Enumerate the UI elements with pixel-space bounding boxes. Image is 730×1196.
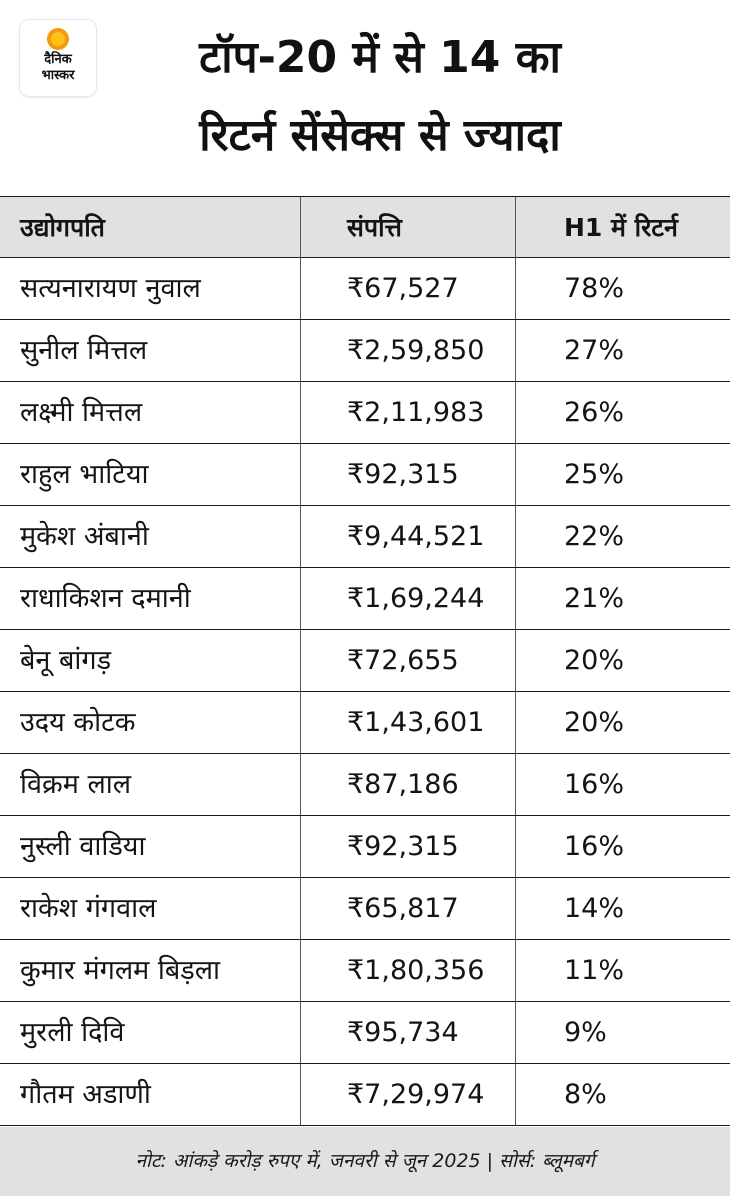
wealth-value: ₹2,11,983 <box>300 382 515 443</box>
industrialist-name: उदय कोटक <box>20 707 136 738</box>
table-row <box>0 444 730 506</box>
wealth-value: ₹92,315 <box>300 816 515 877</box>
h1-return-value: 26% <box>515 382 730 443</box>
h1-return-value: 16% <box>515 754 730 815</box>
industrialist-name: नुस्ली वाडिया <box>20 831 146 862</box>
table-row <box>0 258 730 320</box>
page-title-line1: टॉप-20 में से 14 का <box>199 32 561 83</box>
table-body <box>0 258 730 1126</box>
column-header-wealth: संपत्ति <box>300 197 515 258</box>
header <box>0 0 730 196</box>
h1-return-value: 8% <box>515 1064 730 1125</box>
table-row <box>0 754 730 816</box>
industrialist-name: बेनू बांगड़ <box>20 645 112 676</box>
industrialist-name: राधाकिशन दमानी <box>20 583 191 614</box>
industrialist-name: सुनील मित्तल <box>20 335 148 366</box>
brand-logo <box>20 20 96 96</box>
h1-return-value: 20% <box>515 692 730 753</box>
h1-return-value: 20% <box>515 630 730 691</box>
column-header-industrialist: उद्योगपति <box>20 213 105 242</box>
brand-name-line1: दैनिक <box>44 52 72 67</box>
table-row <box>0 320 730 382</box>
table-row <box>0 878 730 940</box>
h1-return-value: 22% <box>515 506 730 567</box>
industrialist-name: लक्ष्मी मित्तल <box>20 397 143 428</box>
h1-return-value: 16% <box>515 816 730 877</box>
table-row <box>0 382 730 444</box>
table-row <box>0 506 730 568</box>
table-row <box>0 568 730 630</box>
wealth-value: ₹1,69,244 <box>300 568 515 629</box>
industrialist-name: मुरली दिवि <box>20 1017 125 1048</box>
industrialist-name: राहुल भाटिया <box>20 459 149 490</box>
brand-name-line2: भास्कर <box>41 68 75 83</box>
industrialist-name: कुमार मंगलम बिड़ला <box>20 955 221 986</box>
h1-return-value: 14% <box>515 878 730 939</box>
wealth-value: ₹7,29,974 <box>300 1064 515 1125</box>
h1-return-value: 27% <box>515 320 730 381</box>
returns-table <box>0 196 730 1126</box>
wealth-value: ₹87,186 <box>300 754 515 815</box>
industrialist-name: मुकेश अंबानी <box>20 521 149 552</box>
wealth-value: ₹9,44,521 <box>300 506 515 567</box>
h1-return-value: 21% <box>515 568 730 629</box>
table-row <box>0 1064 730 1126</box>
table-row <box>0 630 730 692</box>
wealth-value: ₹92,315 <box>300 444 515 505</box>
industrialist-name: गौतम अडाणी <box>20 1079 151 1110</box>
table-row <box>0 816 730 878</box>
industrialist-name: विक्रम लाल <box>20 769 132 800</box>
footer-note: नोट: आंकड़े करोड़ रुपए में, जनवरी से जून 2025 | सोर्स: ब्लूमबर्ग <box>0 1127 730 1196</box>
h1-return-value: 78% <box>515 258 730 319</box>
industrialist-name: राकेश गंगवाल <box>20 893 157 924</box>
h1-return-value: 9% <box>515 1002 730 1063</box>
column-header-h1-return: H1 में रिटर्न <box>515 197 730 258</box>
wealth-value: ₹2,59,850 <box>300 320 515 381</box>
table-row <box>0 1002 730 1064</box>
wealth-value: ₹1,80,356 <box>300 940 515 1001</box>
table-row <box>0 692 730 754</box>
wealth-value: ₹65,817 <box>300 878 515 939</box>
wealth-value: ₹1,43,601 <box>300 692 515 753</box>
page-title-line2: रिटर्न सेंसेक्स से ज्यादा <box>199 110 561 161</box>
wealth-value: ₹72,655 <box>300 630 515 691</box>
wealth-value: ₹95,734 <box>300 1002 515 1063</box>
industrialist-name: सत्यनारायण नुवाल <box>20 273 201 304</box>
h1-return-value: 25% <box>515 444 730 505</box>
table-header-row <box>0 196 730 258</box>
table-row <box>0 940 730 1002</box>
h1-return-value: 11% <box>515 940 730 1001</box>
wealth-value: ₹67,527 <box>300 258 515 319</box>
sun-icon <box>47 28 69 50</box>
